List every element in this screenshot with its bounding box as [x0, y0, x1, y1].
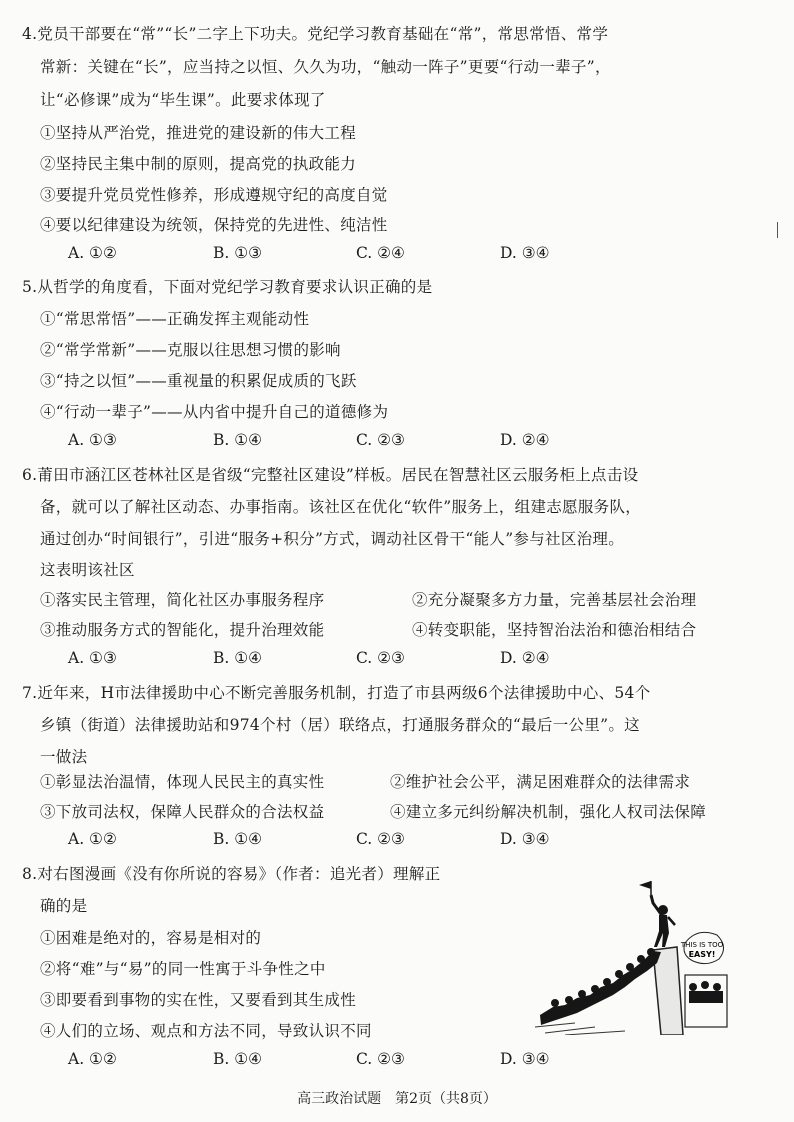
question-stem-line: 备，就可以了解社区动态、办事指南。该社区在优化“软件”服务上，组建志愿服务队， [40, 498, 642, 516]
option-b: B. ①③ [213, 244, 263, 262]
option-b: B. ①④ [213, 431, 263, 449]
answer-item: ④“行动一辈子”——从内省中提升自己的道德修为 [40, 403, 389, 421]
question-stem-line: 常新：关键在“长”，应当持之以恒、久久为功，“触动一阵子”更要“行动一辈子”， [40, 58, 611, 76]
question-stem-line: 4.党员干部要在“常”“长”二字上下功夫。党纪学习教育基础在“常”，常思常悟、常学 [22, 25, 609, 43]
option-d: D. ③④ [500, 1050, 550, 1068]
question-stem-line: 这表明该社区 [40, 561, 135, 579]
answer-item: ④转变职能，坚持智治法治和德治相结合 [412, 621, 697, 639]
speech-text-line-2: EASY! [688, 950, 716, 959]
speech-text-line-1: THIS IS TOO [680, 941, 724, 949]
option-d: D. ②④ [500, 431, 550, 449]
question-stem-line: 乡镇（街道）法律援助站和974个村（居）联络点，打通服务群众的“最后一公里”。这 [40, 716, 640, 734]
cartoon-illustration [535, 855, 730, 1035]
option-b: B. ①④ [213, 830, 263, 848]
answer-item: ②“常学常新”——克服以往思想习惯的影响 [40, 341, 341, 359]
option-c: C. ②④ [356, 244, 405, 262]
question-stem-line: 7.近年来，H市法律援助中心不断完善服务机制，打造了市县两级6个法律援助中心、54个 [22, 684, 651, 702]
answer-item: ④要以纪律建设为统领，保持党的先进性、纯洁性 [40, 216, 388, 234]
option-d: D. ②④ [500, 649, 550, 667]
answer-item: ①彰显法治温情，体现人民民主的真实性 [40, 773, 325, 791]
scan-mark [777, 222, 778, 238]
question-stem-line: 一做法 [40, 748, 88, 766]
answer-item: ③推动服务方式的智能化，提升治理效能 [40, 621, 325, 639]
answer-item: ③“持之以恒”——重视量的积累促成质的飞跃 [40, 372, 357, 390]
option-c: C. ②③ [356, 431, 405, 449]
question-stem-line: 6.莆田市涵江区苍林社区是省级“完整社区建设”样板。居民在智慧社区云服务柜上点击设 [22, 466, 639, 484]
answer-item: ③要提升党员党性修养，形成遵规守纪的高度自觉 [40, 186, 388, 204]
option-a: A. ①③ [68, 431, 117, 449]
answer-item: ①困难是绝对的，容易是相对的 [40, 929, 262, 947]
question-stem-line: 让“必修课”成为“毕生课”。此要求体现了 [40, 91, 326, 109]
option-b: B. ①④ [213, 649, 263, 667]
answer-item: ④建立多元纠纷解决机制，强化人权司法保障 [390, 803, 707, 821]
answer-item: ①“常思常悟”——正确发挥主观能动性 [40, 310, 310, 328]
page-footer: 高三政治试题 第2页（共8页） [297, 1091, 497, 1107]
answer-item: ②充分凝聚多方力量，完善基层社会治理 [412, 591, 697, 609]
question-stem-line: 确的是 [40, 897, 88, 915]
answer-item: ①坚持从严治党，推进党的建设新的伟大工程 [40, 124, 357, 142]
answer-item: ④人们的立场、观点和方法不同，导致认识不同 [40, 1022, 372, 1040]
answer-item: ①落实民主管理，简化社区办事服务程序 [40, 591, 325, 609]
option-c: C. ②③ [356, 1050, 405, 1068]
option-a: A. ①② [68, 830, 117, 848]
option-c: C. ②③ [356, 830, 405, 848]
question-stem-line: 通过创办“时间银行”，引进“服务+积分”方式，调动社区骨干“能人”参与社区治理。 [40, 530, 625, 548]
answer-item: ②坚持民主集中制的原则，提高党的执政能力 [40, 155, 357, 173]
option-d: D. ③④ [500, 244, 550, 262]
question-stem-line: 5.从哲学的角度看，下面对党纪学习教育要求认识正确的是 [22, 278, 433, 296]
answer-item: ③即要看到事物的实在性，又要看到其生成性 [40, 991, 357, 1009]
question-stem-line: 8.对右图漫画《没有你所说的容易》（作者：追光者）理解正 [22, 865, 441, 883]
answer-item: ③下放司法权，保障人民群众的合法权益 [40, 803, 325, 821]
option-d: D. ③④ [500, 830, 550, 848]
option-b: B. ①④ [213, 1050, 263, 1068]
option-a: A. ①③ [68, 649, 117, 667]
answer-item: ②将“难”与“易”的同一性寓于斗争性之中 [40, 960, 326, 978]
option-a: A. ①② [68, 244, 117, 262]
option-c: C. ②③ [356, 649, 405, 667]
answer-item: ②维护社会公平，满足困难群众的法律需求 [390, 773, 691, 791]
option-a: A. ①② [68, 1050, 117, 1068]
